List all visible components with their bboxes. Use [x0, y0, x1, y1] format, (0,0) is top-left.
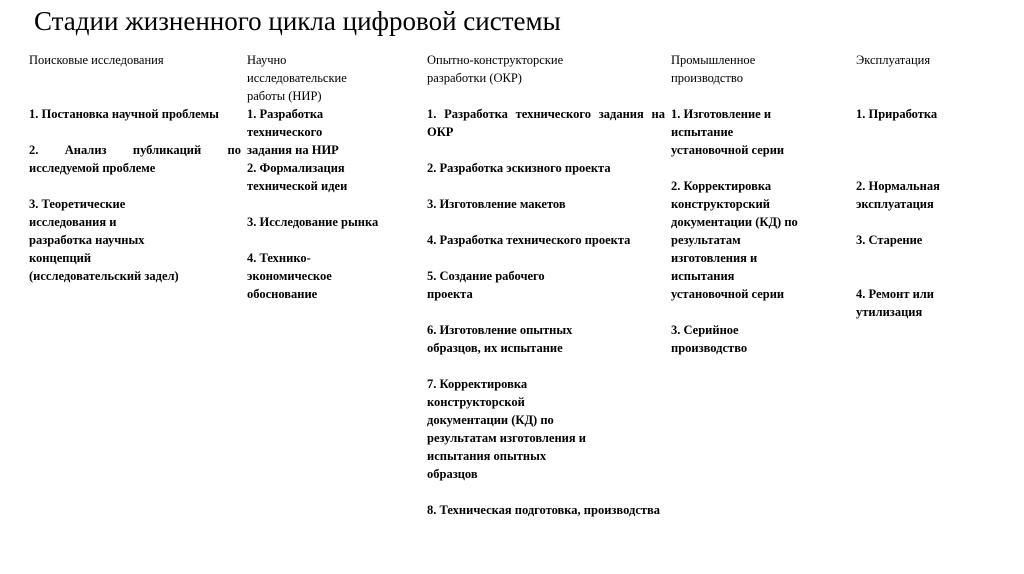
column-industrial-production	[671, 51, 811, 357]
list-item: 3. Исследование рынка	[247, 215, 379, 229]
list-item: 1. Приработка	[856, 107, 938, 121]
list-item: 3. Серийное производство	[671, 323, 748, 355]
column-header: Эксплуатация	[856, 53, 931, 67]
list-item: 1. Постановка научной проблемы	[29, 107, 219, 121]
list-item: 2. Формализация технической идеи	[247, 161, 348, 193]
list-item: 1. Изготовление и испытание установочной серии	[671, 107, 785, 157]
column-operation	[856, 51, 996, 321]
list-item: 2. Анализ публикаций по исследуемой проблеме	[29, 143, 241, 175]
list-item: 5. Создание рабочего проекта	[427, 269, 545, 301]
slide-title: Стадии жизненного цикла цифровой системы	[34, 6, 561, 36]
column-search-research	[29, 51, 241, 285]
column-design-development	[427, 51, 665, 519]
list-item: 2. Нормальная эксплуатация	[856, 179, 940, 211]
list-item: 4. Ремонт или утилизация	[856, 287, 935, 319]
list-item: 7. Корректировка конструкторской документации (КД) по результатам изготовления и испытания опытных образцов	[427, 377, 586, 481]
list-item: 6. Изготовление опытных образцов, их испытание	[427, 323, 573, 355]
column-header: Промышленное производство	[671, 53, 756, 85]
list-item: 3. Старение	[856, 233, 923, 247]
list-item: 4. Разработка технического проекта	[427, 233, 631, 247]
list-item: 2. Корректировка конструкторский документации (КД) по результатам изготовления и испытания установочной серии	[671, 179, 798, 301]
list-item: 1. Разработка технического задания на НИР	[247, 107, 339, 157]
list-item: 3. Изготовление макетов	[427, 197, 566, 211]
list-item: 8. Техническая подготовка, производства	[427, 503, 661, 517]
column-header: Поисковые исследования	[29, 53, 164, 67]
list-item: 2. Разработка эскизного проекта	[427, 161, 611, 175]
list-item: 1. Разработка технического задания на ОКР	[427, 107, 665, 139]
column-research-works	[247, 51, 412, 303]
list-item: 3. Теоретические исследования и разработка научных концепций (исследовательский задел)	[29, 197, 179, 283]
list-item: 4. Технико-экономическое обоснование	[247, 251, 332, 301]
column-header: Опытно-конструкторские разработки (ОКР)	[427, 53, 564, 85]
column-header: Научно исследовательские работы (НИР)	[247, 53, 347, 103]
